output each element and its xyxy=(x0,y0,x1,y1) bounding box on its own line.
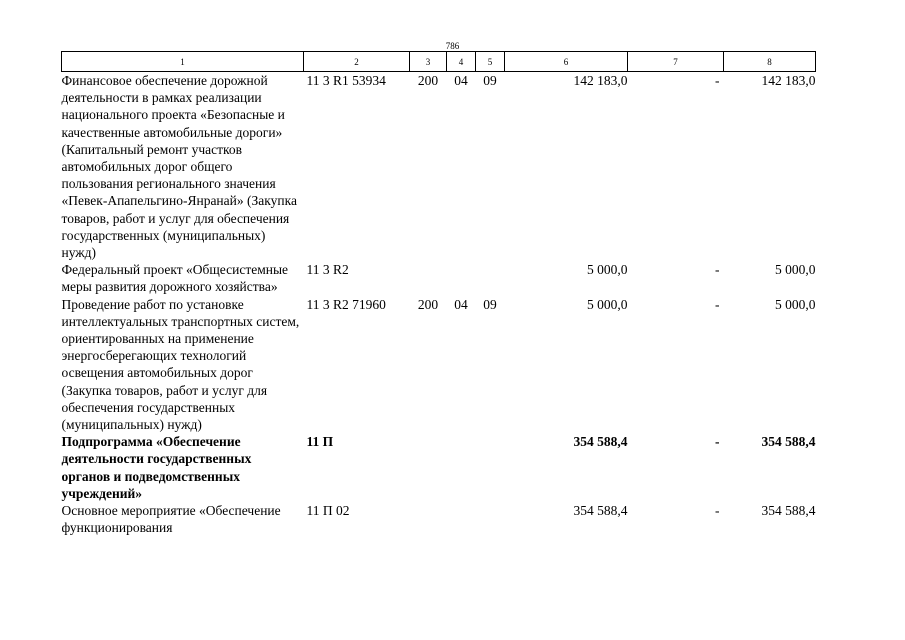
row-name: Подпрограмма «Обеспечение деятельности государственных органов и подведомственных учреждений» xyxy=(61,434,252,501)
row-sum-8: 142 183,0 xyxy=(761,73,816,88)
row-sum-6: 5 000,0 xyxy=(587,296,628,312)
row-code: 11 3 R2 xyxy=(306,262,349,278)
column-header: 1 xyxy=(62,52,304,72)
row-sum-7: - xyxy=(715,73,720,88)
row-rz xyxy=(447,502,476,536)
row-sum-8: 354 588,4 xyxy=(761,434,816,450)
row-sum-8: 5 000,0 xyxy=(775,296,816,312)
column-header: 2 xyxy=(304,52,410,72)
row-code: 11 П xyxy=(306,434,334,450)
column-number-header xyxy=(62,52,816,72)
row-vr xyxy=(410,502,447,536)
row-pr: 09 xyxy=(483,73,497,88)
table-row xyxy=(62,502,816,536)
table-row xyxy=(62,433,816,502)
row-rz xyxy=(447,261,476,295)
row-vr: 200 xyxy=(417,73,439,88)
row-code: 11 3 R2 71960 xyxy=(306,296,386,312)
row-rz xyxy=(447,433,476,502)
row-rz: 04 xyxy=(454,73,468,88)
row-pr xyxy=(476,502,505,536)
table-row xyxy=(62,261,816,295)
row-sum-7: - xyxy=(715,296,720,312)
row-sum-7: - xyxy=(715,262,720,278)
budget-table xyxy=(61,51,816,536)
row-name: Федеральный проект «Общесистемные меры развития дорожного хозяйства» xyxy=(61,262,289,295)
row-sum-7: - xyxy=(715,434,720,450)
row-vr xyxy=(410,261,447,295)
row-code: 11 П 02 xyxy=(306,503,350,519)
row-code: 11 3 R1 53934 xyxy=(306,73,386,88)
row-sum-7: - xyxy=(715,503,720,519)
column-header: 4 xyxy=(447,52,476,72)
row-pr xyxy=(476,261,505,295)
column-header: 5 xyxy=(476,52,505,72)
column-header: 7 xyxy=(628,52,724,72)
column-header: 3 xyxy=(410,52,447,72)
row-sum-6: 5 000,0 xyxy=(587,262,628,278)
page-number: 786 xyxy=(445,41,460,51)
table-row xyxy=(62,72,816,262)
row-name: Финансовое обеспечение дорожной деятельности в рамках реализации национального проекта «Безопасные и качественные автомобильные дороги» (Капитальный ремонт участков автомобильных дорог общего пользования регионального значения «Певек-Апапельгино-Янранай» (Закупка товаров, работ и услуг для обеспечения государственных (муниципальных) нужд) xyxy=(61,73,297,261)
row-sum-6: 142 183,0 xyxy=(573,73,628,88)
row-rz: 04 xyxy=(454,296,468,312)
row-sum-6: 354 588,4 xyxy=(573,434,628,450)
row-sum-8: 5 000,0 xyxy=(775,262,816,278)
row-vr xyxy=(410,433,447,502)
column-header: 8 xyxy=(724,52,816,72)
row-sum-8: 354 588,4 xyxy=(761,503,816,519)
row-pr: 09 xyxy=(483,296,497,312)
column-header: 6 xyxy=(505,52,628,72)
table-row xyxy=(62,296,816,434)
row-name: Основное мероприятие «Обеспечение функционирования xyxy=(61,503,281,536)
row-sum-6: 354 588,4 xyxy=(573,503,628,519)
row-name: Проведение работ по установке интеллектуальных транспортных систем, ориентированных на применение энергосберегающих технологий освещения автомобильных дорог (Закупка товаров, работ и услуг для обеспечения государственных (муниципальных) нужд) xyxy=(61,296,300,433)
row-vr: 200 xyxy=(417,296,439,312)
row-pr xyxy=(476,433,505,502)
